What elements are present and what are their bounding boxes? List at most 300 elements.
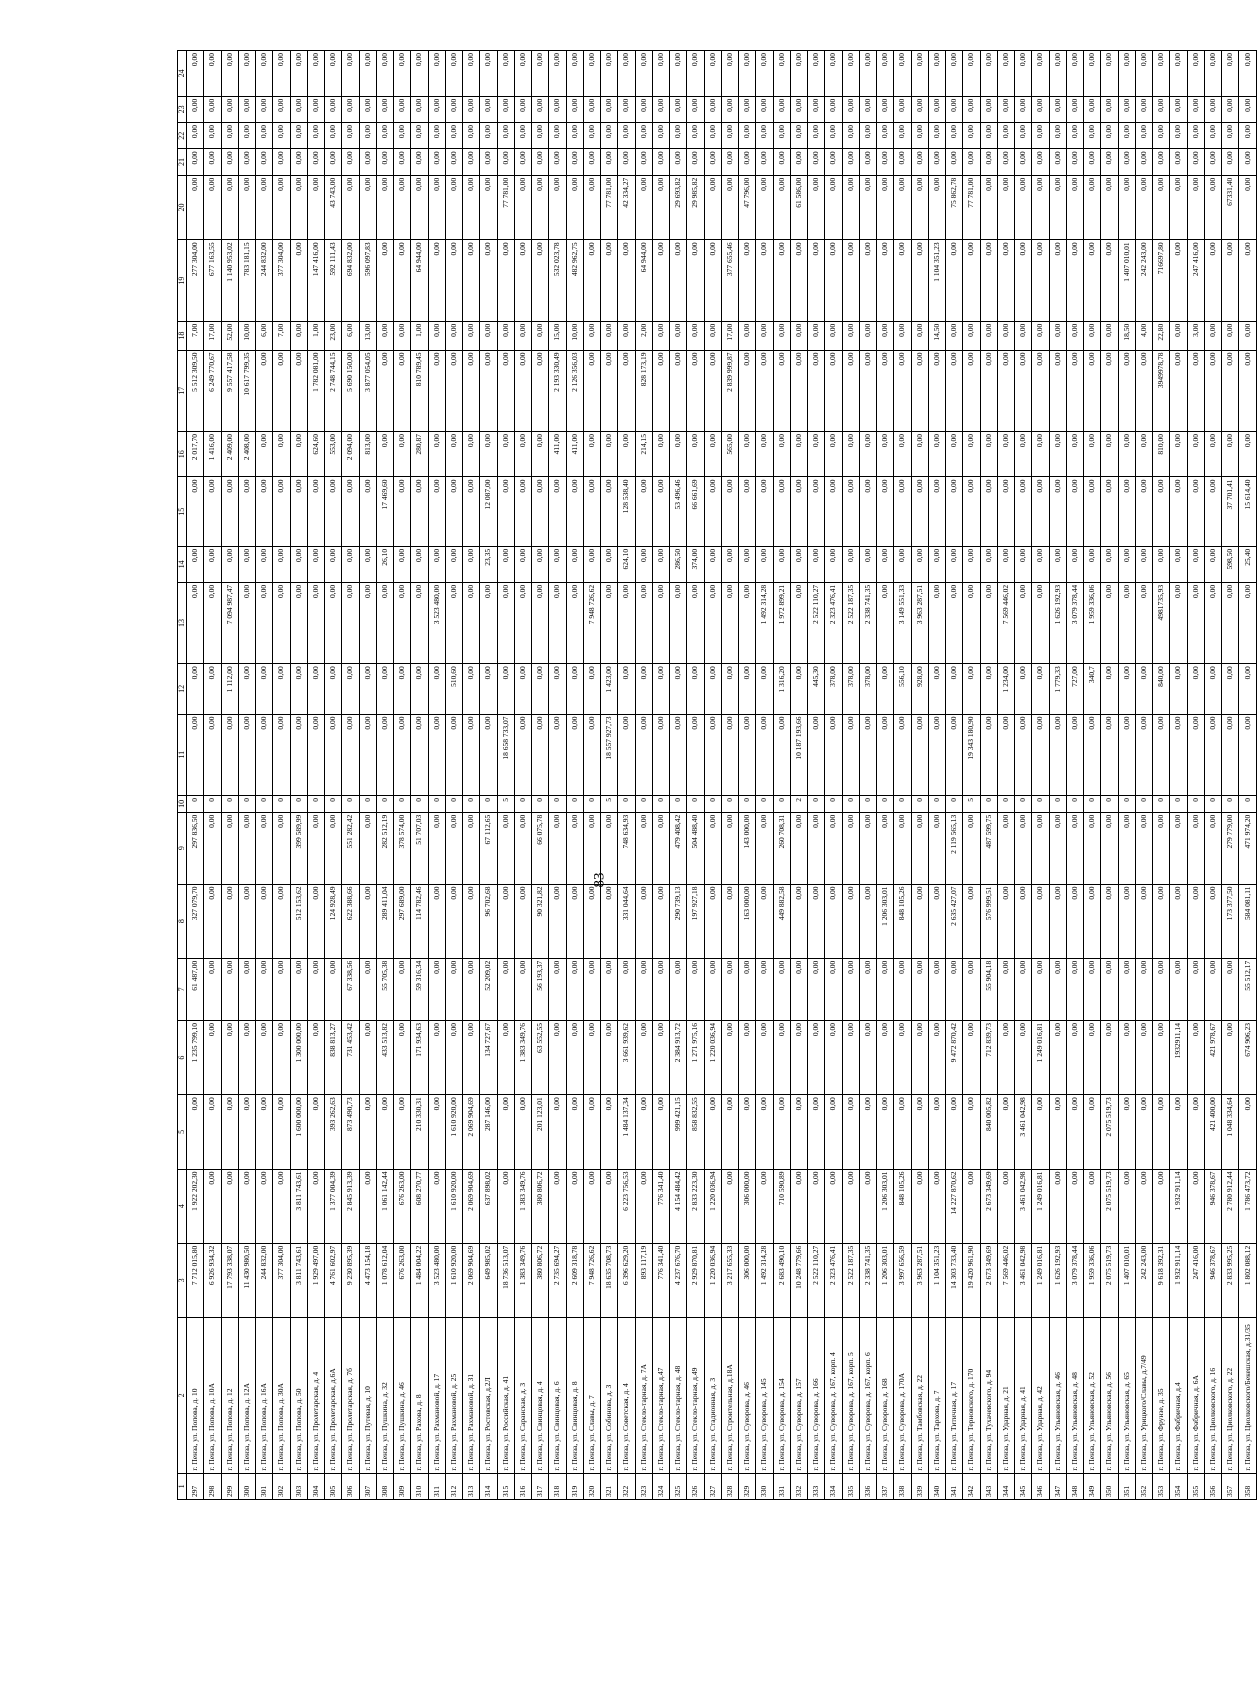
value-cell: 7 712 015,80: [187, 1243, 204, 1317]
value-cell: 0,00: [808, 123, 825, 149]
value-cell: 0,00: [325, 149, 342, 175]
value-cell: 0,00: [946, 149, 963, 175]
value-cell: 0,00: [963, 350, 980, 431]
value-cell: 0,00: [273, 714, 290, 795]
value-cell: 0,00: [1084, 321, 1101, 350]
value-cell: 0,00: [1101, 149, 1118, 175]
value-cell: 0,00: [790, 664, 807, 714]
value-cell: 0,00: [497, 958, 514, 1020]
value-cell: 0,00: [739, 431, 756, 477]
value-cell: 0,00: [1135, 431, 1152, 477]
value-cell: 0,00: [514, 477, 531, 546]
value-cell: 2 609 318,78: [566, 1243, 583, 1317]
value-cell: 0,00: [290, 431, 307, 477]
value-cell: 0,00: [514, 812, 531, 884]
value-cell: 0,00: [187, 149, 204, 175]
value-cell: 551 282,42: [342, 812, 359, 884]
address-cell: г. Пенза, ул. Суворова, д. 167, корп. 4: [825, 1317, 842, 1473]
value-cell: 0,00: [928, 1095, 945, 1169]
value-cell: 0,00: [566, 123, 583, 149]
table-row: [359, 51, 376, 1500]
value-cell: 0,00: [773, 1021, 790, 1095]
value-cell: 0,00: [1015, 664, 1032, 714]
address-cell: г. Пенза, ул. Суворова, д. 154: [773, 1317, 790, 1473]
value-cell: 0,00: [532, 321, 549, 350]
value-cell: 3 149 551,33: [894, 582, 911, 663]
value-cell: 0: [290, 795, 307, 812]
value-cell: 0,00: [376, 149, 393, 175]
value-cell: 0,00: [756, 350, 773, 431]
value-cell: 0,00: [928, 175, 945, 240]
address-cell: г. Пенза, ул. Попова, д. 30А: [273, 1317, 290, 1473]
value-cell: 0,00: [652, 582, 669, 663]
value-cell: 0,00: [583, 240, 600, 321]
value-cell: 0,00: [514, 884, 531, 958]
value-cell: 532 023,78: [549, 240, 566, 321]
value-cell: 0,00: [1170, 123, 1187, 149]
value-cell: 0,00: [997, 1169, 1014, 1243]
value-cell: 0,00: [1084, 240, 1101, 321]
value-cell: 0,00: [342, 51, 359, 97]
address-cell: г. Пенза, ул. Собинова, д. 3: [601, 1317, 618, 1473]
value-cell: 5 512 309,50: [187, 350, 204, 431]
value-cell: 0,00: [497, 546, 514, 582]
table-row: [773, 51, 790, 1500]
value-cell: 0,00: [480, 321, 497, 350]
value-cell: 61 586,00: [790, 175, 807, 240]
value-cell: 0,00: [877, 240, 894, 321]
value-cell: 0,00: [376, 321, 393, 350]
value-cell: 0,00: [1066, 175, 1083, 240]
value-cell: 0,00: [583, 812, 600, 884]
value-cell: 0,00: [601, 1095, 618, 1169]
value-cell: 0,00: [652, 477, 669, 546]
value-cell: 0,00: [1101, 1021, 1118, 1095]
value-cell: 0,00: [963, 812, 980, 884]
value-cell: 0,00: [325, 664, 342, 714]
value-cell: 0,00: [773, 431, 790, 477]
value-cell: 0,00: [514, 96, 531, 122]
value-cell: 0: [376, 795, 393, 812]
value-cell: 0,00: [859, 546, 876, 582]
table-row: [704, 51, 721, 1500]
value-cell: 289 411,04: [376, 884, 393, 958]
value-cell: 0,00: [463, 664, 480, 714]
value-cell: 0,00: [842, 1169, 859, 1243]
value-cell: 0,00: [670, 350, 687, 431]
value-cell: 0,00: [549, 714, 566, 795]
value-cell: 0,00: [825, 431, 842, 477]
table-row: [1239, 51, 1257, 1500]
row-number-cell: 344: [997, 1473, 1014, 1499]
value-cell: 0,00: [549, 51, 566, 97]
value-cell: 0: [859, 795, 876, 812]
value-cell: 0,00: [428, 664, 445, 714]
value-cell: 0,00: [1153, 51, 1170, 97]
value-cell: 0,00: [221, 1021, 238, 1095]
value-cell: 0,00: [583, 175, 600, 240]
value-cell: 0,00: [756, 321, 773, 350]
value-cell: 0,00: [1015, 96, 1032, 122]
value-cell: 0,00: [1032, 958, 1049, 1020]
value-cell: 0: [997, 795, 1014, 812]
value-cell: 0,00: [1118, 714, 1135, 795]
value-cell: 0,00: [721, 582, 738, 663]
value-cell: 0,00: [428, 51, 445, 97]
value-cell: 0,00: [1049, 350, 1066, 431]
value-cell: 210 330,31: [411, 1095, 428, 1169]
address-cell: г. Пенза, ул. Попова, д. 16А: [256, 1317, 273, 1473]
value-cell: 0,00: [928, 1169, 945, 1243]
value-cell: 1 249 016,81: [1032, 1021, 1049, 1095]
value-cell: 0,00: [739, 51, 756, 97]
value-cell: 0,00: [756, 1095, 773, 1169]
value-cell: 2 522 187,35: [842, 1243, 859, 1317]
value-cell: 0,00: [307, 1021, 324, 1095]
value-cell: 0,00: [256, 714, 273, 795]
table-row: [946, 51, 963, 1500]
value-cell: 0,00: [773, 714, 790, 795]
value-cell: 0,00: [532, 477, 549, 546]
value-cell: 77 781,00: [963, 175, 980, 240]
value-cell: 0: [1170, 795, 1187, 812]
value-cell: 556,10: [894, 664, 911, 714]
row-number-cell: 339: [911, 1473, 928, 1499]
value-cell: 0,00: [928, 149, 945, 175]
value-cell: 0,00: [307, 477, 324, 546]
value-cell: 0,00: [1153, 714, 1170, 795]
value-cell: 0,00: [1170, 240, 1187, 321]
value-cell: 0,00: [877, 546, 894, 582]
value-cell: 17,00: [721, 321, 738, 350]
value-cell: 482 962,75: [566, 240, 583, 321]
value-cell: 0,00: [773, 350, 790, 431]
value-cell: 0,00: [204, 477, 221, 546]
value-cell: 0,00: [842, 51, 859, 97]
value-cell: 0,00: [514, 350, 531, 431]
value-cell: 0,00: [273, 350, 290, 431]
value-cell: 0,00: [1066, 321, 1083, 350]
value-cell: 0,00: [583, 546, 600, 582]
value-cell: 0,00: [532, 664, 549, 714]
value-cell: 0,00: [532, 240, 549, 321]
value-cell: 0,00: [256, 51, 273, 97]
value-cell: 0,00: [1204, 96, 1221, 122]
value-cell: 297 689,00: [394, 884, 411, 958]
value-cell: 1 959 336,06: [1084, 582, 1101, 663]
value-cell: 471 974,20: [1239, 812, 1257, 884]
value-cell: 0,00: [376, 1095, 393, 1169]
value-cell: 0,00: [1049, 1095, 1066, 1169]
value-cell: 0,00: [583, 1095, 600, 1169]
value-cell: 0,00: [601, 812, 618, 884]
value-cell: 0,00: [445, 51, 462, 97]
value-cell: 0,00: [652, 1095, 669, 1169]
value-cell: 0,00: [652, 240, 669, 321]
value-cell: 0,00: [687, 714, 704, 795]
value-cell: 0,00: [394, 51, 411, 97]
value-cell: 2 780 912,44: [1222, 1169, 1239, 1243]
value-cell: 0,00: [859, 884, 876, 958]
value-cell: 7 569 446,02: [997, 1243, 1014, 1317]
value-cell: 1 786 473,72: [1239, 1169, 1257, 1243]
value-cell: 0,00: [1066, 1095, 1083, 1169]
value-cell: 0,00: [963, 1095, 980, 1169]
value-cell: 0,00: [411, 123, 428, 149]
value-cell: 0,00: [411, 582, 428, 663]
value-cell: 2 017,70: [187, 431, 204, 477]
value-cell: 0,00: [325, 123, 342, 149]
row-number-cell: 299: [221, 1473, 238, 1499]
value-cell: 3 217 655,33: [721, 1243, 738, 1317]
column-header: 22: [178, 123, 187, 149]
value-cell: 19 343 180,90: [963, 714, 980, 795]
value-cell: 0,00: [566, 51, 583, 97]
value-cell: 0,00: [980, 240, 997, 321]
table-row: [463, 51, 480, 1500]
value-cell: 0,00: [1118, 1021, 1135, 1095]
value-cell: 0,00: [1135, 1095, 1152, 1169]
value-cell: 0,00: [376, 175, 393, 240]
value-cell: 3 963 287,51: [911, 582, 928, 663]
value-cell: 0,00: [1204, 240, 1221, 321]
table-row: [566, 51, 583, 1500]
value-cell: 0,00: [376, 582, 393, 663]
value-cell: 0,00: [1049, 1169, 1066, 1243]
value-cell: 0,00: [980, 714, 997, 795]
value-cell: 0,00: [1032, 240, 1049, 321]
value-cell: 0,00: [1187, 175, 1204, 240]
value-cell: 0,00: [773, 240, 790, 321]
value-cell: 0,00: [307, 546, 324, 582]
value-cell: 2: [790, 795, 807, 812]
value-cell: 0,00: [790, 240, 807, 321]
value-cell: 0,00: [1101, 431, 1118, 477]
value-cell: 0,00: [428, 350, 445, 431]
value-cell: 0,00: [532, 96, 549, 122]
value-cell: 0: [1084, 795, 1101, 812]
value-cell: 0,00: [1204, 714, 1221, 795]
value-cell: 0,00: [290, 582, 307, 663]
value-cell: 0,00: [790, 812, 807, 884]
value-cell: 0,00: [549, 884, 566, 958]
value-cell: 242 243,00: [1135, 240, 1152, 321]
value-cell: 17 469,60: [376, 477, 393, 546]
value-cell: 0,00: [928, 884, 945, 958]
value-cell: 0,00: [566, 1095, 583, 1169]
value-cell: 0,00: [497, 96, 514, 122]
value-cell: 0,00: [946, 96, 963, 122]
value-cell: 0,00: [1032, 664, 1049, 714]
address-cell: г. Пенза, ул. Циолковского, д. 16: [1204, 1317, 1221, 1473]
value-cell: 0,00: [359, 884, 376, 958]
value-cell: 0,00: [1066, 123, 1083, 149]
column-header: 7: [178, 958, 187, 1020]
value-cell: 0,00: [670, 431, 687, 477]
value-cell: 0,00: [325, 958, 342, 1020]
value-cell: 0,00: [445, 321, 462, 350]
value-cell: 0,00: [842, 350, 859, 431]
value-cell: 0,00: [204, 664, 221, 714]
value-cell: 0,00: [687, 431, 704, 477]
value-cell: 0,00: [463, 1021, 480, 1095]
value-cell: 0,00: [1084, 958, 1101, 1020]
value-cell: 0,00: [445, 812, 462, 884]
value-cell: 0,00: [1187, 664, 1204, 714]
row-number-cell: 301: [256, 1473, 273, 1499]
value-cell: 1 972 899,21: [773, 582, 790, 663]
value-cell: 0,00: [497, 123, 514, 149]
value-cell: 2 408,00: [238, 431, 255, 477]
value-cell: 0,00: [601, 51, 618, 97]
value-cell: 677 163,55: [204, 240, 221, 321]
value-cell: 0,00: [1101, 96, 1118, 122]
row-number-cell: 309: [394, 1473, 411, 1499]
value-cell: 77 781,00: [497, 175, 514, 240]
row-number-cell: 345: [1015, 1473, 1032, 1499]
value-cell: 0,00: [290, 350, 307, 431]
value-cell: 0,00: [980, 477, 997, 546]
value-cell: 928,00: [911, 664, 928, 714]
value-cell: 2 409,00: [221, 431, 238, 477]
value-cell: 0: [1049, 795, 1066, 812]
value-cell: 0,00: [842, 1095, 859, 1169]
value-cell: 0,00: [549, 123, 566, 149]
value-cell: 576 999,51: [980, 884, 997, 958]
value-cell: 2 522 187,35: [842, 582, 859, 663]
value-cell: 0,00: [825, 1021, 842, 1095]
value-cell: 0,00: [652, 546, 669, 582]
value-cell: 0,00: [566, 96, 583, 122]
address-cell: г. Пенза, ул. Стадионная, д. 3: [704, 1317, 721, 1473]
value-cell: 0,00: [1239, 123, 1257, 149]
value-cell: 0,00: [204, 812, 221, 884]
value-cell: 378 574,00: [394, 812, 411, 884]
address-cell: г. Пенза, ул. Суворова, д. 167, корп. 6: [859, 1317, 876, 1473]
value-cell: 0,00: [687, 149, 704, 175]
column-header: 2: [178, 1317, 187, 1473]
value-cell: 0,00: [1084, 546, 1101, 582]
value-cell: 0,00: [273, 884, 290, 958]
value-cell: 0,00: [859, 123, 876, 149]
value-cell: 731 453,42: [342, 1021, 359, 1095]
value-cell: 0,00: [825, 350, 842, 431]
value-cell: 0,00: [911, 321, 928, 350]
value-cell: 0,00: [859, 812, 876, 884]
value-cell: 0,00: [859, 477, 876, 546]
value-cell: 0,00: [1032, 149, 1049, 175]
value-cell: 0,00: [376, 350, 393, 431]
value-cell: 0,00: [514, 175, 531, 240]
value-cell: 0,00: [1032, 96, 1049, 122]
value-cell: 0,00: [1135, 958, 1152, 1020]
value-cell: 242 243,00: [1135, 1243, 1152, 1317]
value-cell: 0,00: [842, 546, 859, 582]
value-cell: 0,00: [1118, 477, 1135, 546]
value-cell: 0,00: [514, 321, 531, 350]
value-cell: 0,00: [290, 51, 307, 97]
value-cell: 0,00: [1101, 714, 1118, 795]
value-cell: 0,00: [963, 123, 980, 149]
value-cell: 0,00: [1049, 175, 1066, 240]
value-cell: 0: [1032, 795, 1049, 812]
value-cell: 0,00: [1204, 350, 1221, 431]
value-cell: 0,00: [911, 175, 928, 240]
value-cell: 0,00: [376, 431, 393, 477]
value-cell: 0,00: [359, 175, 376, 240]
table-row: [428, 51, 445, 1500]
value-cell: 0,00: [1015, 149, 1032, 175]
value-cell: 0,00: [583, 96, 600, 122]
value-cell: 0,00: [359, 582, 376, 663]
value-cell: 0,00: [842, 714, 859, 795]
value-cell: 1,00: [411, 321, 428, 350]
value-cell: 0: [894, 795, 911, 812]
value-cell: 0,00: [1032, 546, 1049, 582]
value-cell: 624,60: [307, 431, 324, 477]
value-cell: 649 985,02: [480, 1243, 497, 1317]
value-cell: 0,00: [997, 812, 1014, 884]
value-cell: 0: [342, 795, 359, 812]
value-cell: 0,00: [790, 1021, 807, 1095]
value-cell: 0,00: [428, 477, 445, 546]
value-cell: 67 112,65: [480, 812, 497, 884]
value-cell: 0,00: [376, 51, 393, 97]
value-cell: 0,00: [928, 812, 945, 884]
value-cell: 0,00: [808, 175, 825, 240]
value-cell: 0,00: [1015, 321, 1032, 350]
value-cell: 0,00: [1066, 431, 1083, 477]
value-cell: 810,00: [1153, 431, 1170, 477]
value-cell: 52 209,02: [480, 958, 497, 1020]
value-cell: 378,00: [842, 664, 859, 714]
value-cell: 0,00: [290, 477, 307, 546]
table-row: [325, 51, 342, 1500]
table-row: [652, 51, 669, 1500]
value-cell: 90 321,82: [532, 884, 549, 958]
value-cell: 840 005,82: [980, 1095, 997, 1169]
column-header: 13: [178, 582, 187, 663]
value-cell: 0,00: [756, 884, 773, 958]
value-cell: 0,00: [273, 664, 290, 714]
value-cell: 197 927,18: [687, 884, 704, 958]
value-cell: 0,00: [670, 714, 687, 795]
value-cell: 0,00: [221, 884, 238, 958]
value-cell: 0,00: [1066, 149, 1083, 175]
value-cell: 128 538,40: [618, 477, 635, 546]
row-number-cell: 337: [877, 1473, 894, 1499]
column-header: 4: [178, 1169, 187, 1243]
value-cell: 0,00: [463, 96, 480, 122]
value-cell: 0,00: [1170, 431, 1187, 477]
value-cell: 2 338 741,35: [859, 1243, 876, 1317]
value-cell: 1 600 000,00: [290, 1095, 307, 1169]
value-cell: 282 512,19: [376, 812, 393, 884]
value-cell: 0,00: [773, 546, 790, 582]
value-cell: 1 206 303,01: [877, 1243, 894, 1317]
value-cell: 0,00: [1239, 96, 1257, 122]
value-cell: 0,00: [583, 123, 600, 149]
value-cell: 0,00: [756, 431, 773, 477]
value-cell: 0,00: [583, 477, 600, 546]
value-cell: 504 488,40: [687, 812, 704, 884]
value-cell: 0,00: [325, 812, 342, 884]
value-cell: 0,00: [514, 431, 531, 477]
value-cell: 55 705,38: [376, 958, 393, 1020]
value-cell: 0,00: [566, 477, 583, 546]
value-cell: 0,00: [739, 149, 756, 175]
value-cell: 0,00: [290, 240, 307, 321]
